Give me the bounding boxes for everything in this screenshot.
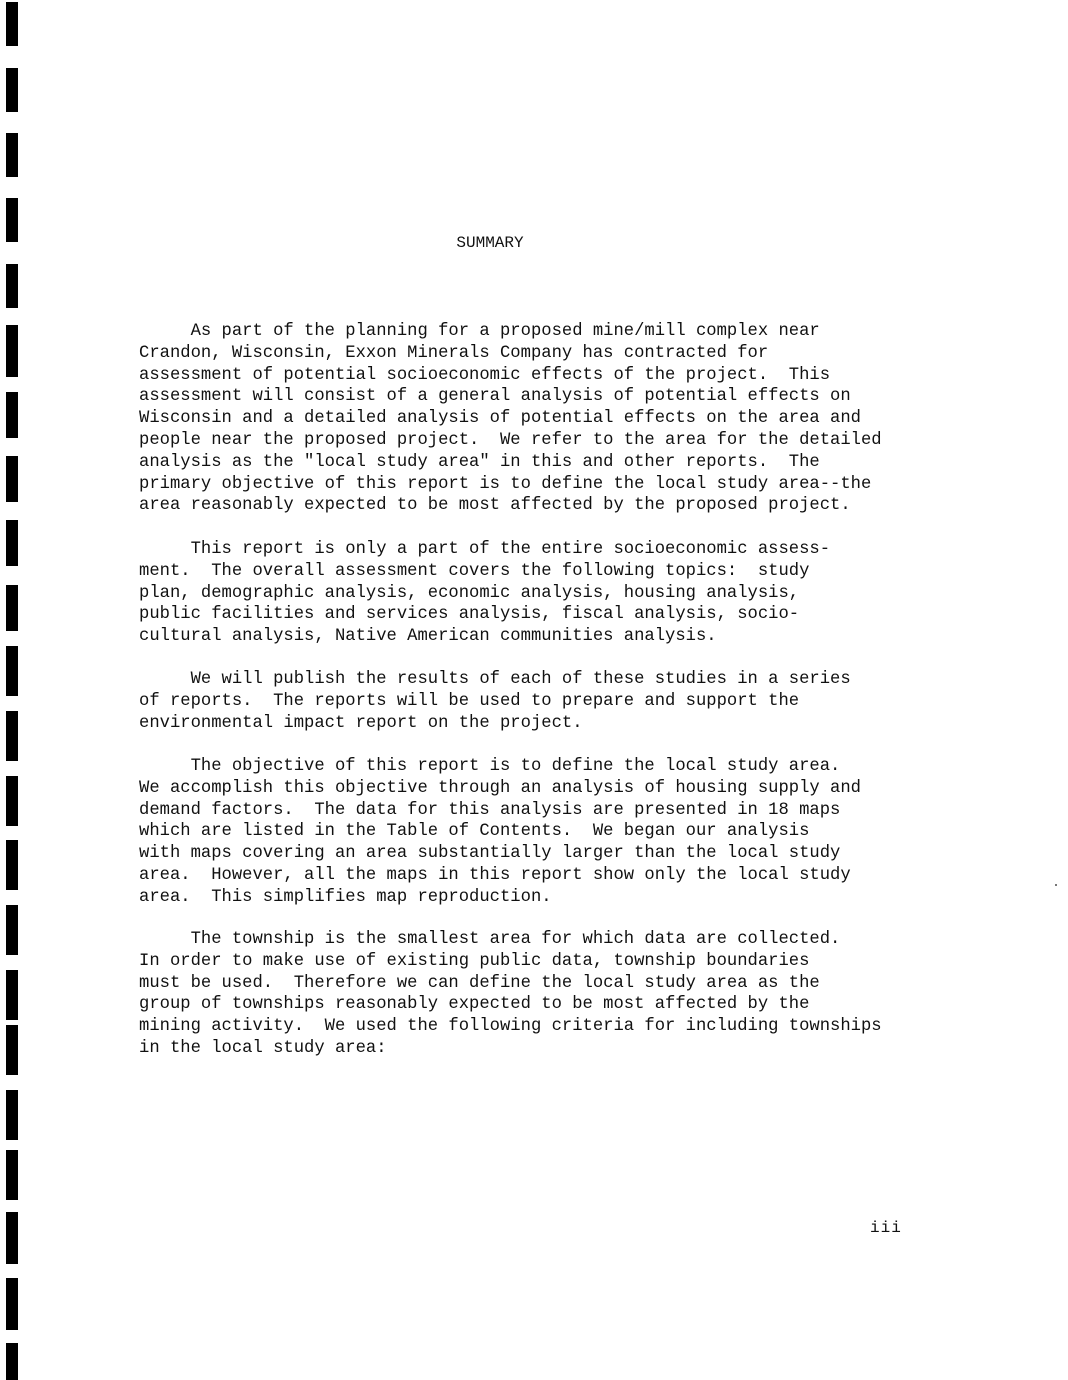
binding-mark bbox=[6, 840, 18, 890]
binding-mark bbox=[6, 198, 18, 242]
binding-mark bbox=[6, 392, 18, 438]
binding-mark bbox=[6, 1025, 18, 1075]
page-title: SUMMARY bbox=[456, 234, 524, 252]
binding-mark bbox=[6, 711, 18, 761]
binding-mark bbox=[6, 1090, 18, 1140]
summary-paragraph-1: As part of the planning for a proposed mine/mill complex near Crandon, Wisconsin, Exxon Minerals Company has contracted for assessment of potential socioeconomic effects of the project. This assessment will consist of a general analysis of potential effects on Wisconsin and a detailed analysis of potential effects on the area and people near the proposed project. We refer to the area for the detailed analysis as the "local study area" in this and other reports. The primary objective of this report is to define the local study area--the area reasonably expected to be most affected by the proposed project. bbox=[139, 322, 882, 516]
summary-paragraph-3: We will publish the results of each of these studies in a series of reports. The reports will be used to prepare and support the environmental impact report on the project. bbox=[139, 670, 851, 733]
summary-paragraph-4: The objective of this report is to define the local study area. We accomplish this objective through an analysis of housing supply and demand factors. The data for this analysis are presented in 18 maps which are listed in the Table of Contents. We began our analysis with maps covering an area substantially larger than the local study area. However, all the maps in this report show only the local study area. This simplifies map reproduction. bbox=[139, 757, 861, 907]
binding-mark bbox=[6, 325, 18, 377]
binding-mark bbox=[6, 68, 18, 112]
binding-mark bbox=[6, 585, 18, 631]
binding-mark bbox=[6, 970, 18, 1020]
binding-mark bbox=[6, 264, 18, 308]
scan-speck bbox=[1055, 884, 1057, 886]
binding-mark bbox=[6, 1150, 18, 1200]
summary-paragraph-5: The township is the smallest area for which data are collected. In order to make use of existing public data, township boundaries must be used. Therefore we can define the local study area as the group of townships reasonably expected to be most affected by the mining activity. We used the following criteria for including townships in the local study area: bbox=[139, 930, 882, 1058]
binding-mark bbox=[6, 905, 18, 955]
binding-mark bbox=[6, 646, 18, 696]
binding-mark bbox=[6, 133, 18, 177]
binding-mark bbox=[6, 1278, 18, 1330]
binding-mark bbox=[6, 520, 18, 566]
binding-mark bbox=[6, 1212, 18, 1264]
page-number: iii bbox=[870, 1219, 902, 1237]
binding-mark bbox=[6, 2, 18, 46]
binding-mark bbox=[6, 456, 18, 502]
summary-paragraph-2: This report is only a part of the entire socioeconomic assess- ment. The overall assessment covers the following topics: study plan, demographic analysis, economic analysis, housing analysis, public facilities and services analysis, fiscal analysis, socio- cultural analysis, Native American communities analysis. bbox=[139, 540, 831, 647]
binding-mark bbox=[6, 1343, 18, 1380]
binding-mark bbox=[6, 776, 18, 826]
